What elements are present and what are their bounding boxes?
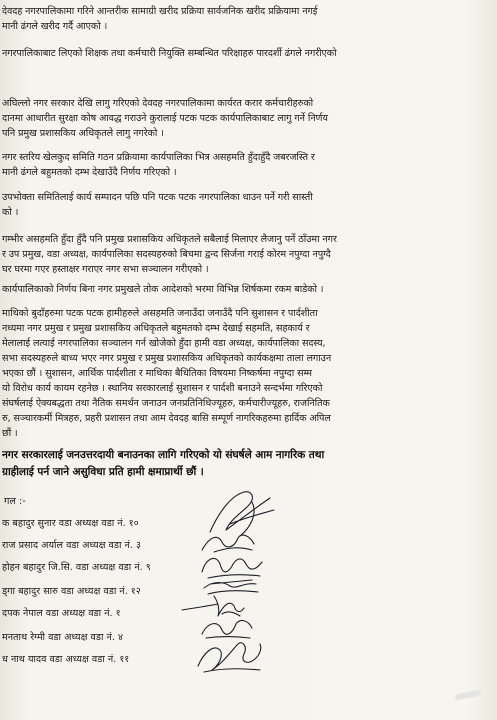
paragraph-6 (2, 232, 483, 277)
paper-mark (455, 689, 482, 700)
signature-7 (190, 636, 266, 676)
text-line: उपभोक्ता समितिलाई कार्य सम्पादन पछि पनि पटक पटक नगरपालिका धाउन पर्ने गरी सास्ती (2, 192, 313, 203)
apology-statement (2, 447, 483, 481)
signatory-7: ध नाथ यादव वडा अध्यक्ष वडा नं. ११ (2, 654, 130, 665)
text-line: अघिल्लो नगर सरकार देखि लागु गरिएको देवदह नगरपालिकामा कार्यरत करार कर्मचारीहरुको (2, 98, 314, 109)
text-line: माथिको बुदाँहरुमा पटक पटक हामीहरुले असहमति जनाउँदा जनाउँदै पनि सुशासन र पार्दशीता (2, 308, 318, 319)
text-line: दानमा आधारीत सुरक्षा कोष आवद्ध गराउने कुरालाई पटक पटक कार्यपालिकाबाट लागु गर्ने निर्णय (2, 113, 328, 124)
paragraph-8 (2, 306, 483, 441)
text-line: देवदह नगरपालिकामा गरिने आन्तरीक सामाग्री खरीद प्रक्रिया सार्वजनिक खरीद प्रक्रियामा नगई (2, 6, 318, 17)
paragraph-7 (2, 282, 483, 297)
paragraph-2 (2, 46, 483, 61)
text-line: मानी ढंगले बहुमतको दम्भ देखाउँदै निर्णय गरिएको । (2, 167, 177, 178)
paragraph-3 (2, 96, 483, 141)
signatory-3: होहन बहादुर जि.सि. वडा अध्यक्ष वडा नं. ९ (2, 562, 151, 573)
text-line: रु, सञ्चारकर्मी मित्रहरु, प्रहरी प्रशासन तथा आम देवदह बासि सम्पूर्ण नागरिकहरुमा हार्दिक अपिल (2, 413, 331, 424)
text-line: नगर स्तरिय खेलकुद समिति गठन प्रक्रियामा कार्यपालिका भित्र असहमति हुँदाहुँदै जबरजस्ति र (2, 152, 315, 163)
signatory-5: दपक नेपाल वडा अध्यक्ष वडा नं. १ (2, 608, 121, 619)
text-line: संघर्षलाई ऐक्यबद्धता तथा नैतिक समर्थन जनाउन जनप्रतिनिधिज्यूहरु, कर्मचारीज्यूहरु, राजनितिक (2, 398, 330, 409)
text-line: र उप प्रमुख, वडा अध्यक्ष, कार्यपालिका सदस्यहरुको बिचमा द्वन्द सिर्जना गराई कोरम नपुग्दा नपुग्दै (2, 249, 331, 260)
text-line: कार्यपालिकाको निर्णय बिना नगर प्रमुखले तोक आदेशको भरमा विभिन्न शिर्षकमा रकम बाडेको । (2, 284, 324, 295)
signatory-4: ड्गा बहादुर सारु वडा अध्यक्ष वडा नं. १२ (2, 586, 141, 597)
paragraph-5 (2, 190, 483, 220)
text-line: नध्यमा नगर प्रमुख र प्रमुख प्रशासकिय अधिकृतले बहुमतको दम्भ देखाई सहमति, सहकार्य र (2, 323, 310, 334)
signatory-2: राज प्रसाद अर्याल वडा अध्यक्ष वडा नं. ३ (2, 540, 141, 551)
paragraph-4 (2, 150, 483, 180)
text-line: गम्भीर असहमति हुँदा हुँदै पनि प्रमुख प्रशासकिय अधिकृतले सबैलाई मिलाएर लैजानु पर्ने ठाँउमा नगर (2, 234, 337, 245)
text-line: घर घरमा गएर हस्ताक्षर गराएर नगर सभा सञ्चालन गरीएको । (2, 264, 209, 275)
text-line: मेलालाई लत्याई नगरपालिका सञ्चालन गर्न खोजेको हुँदा हामी वडा अध्यक्ष, कार्यपालिका सदस्य, (2, 338, 326, 349)
text-line: नगर सरकारलाई जनउत्तरदायी बनाउनका लागि गरिएको यो संघर्षले आम नागरिक तथा (2, 449, 325, 461)
text-line: भएका छौं । सुशासन, आर्थिक पार्दशीता र माथिका बैधितिका विषयमा निष्कर्षमा नपुग्दा सम्म (2, 368, 312, 379)
text-line: यो विरोध कार्य कायम रहनेछ । स्थानिय सरकारलाई सुशासन र पार्दशी बनाउने सन्दर्भमा गरिएको (2, 383, 323, 394)
closing-label: गल :- (4, 496, 26, 507)
text-line: ग्राहीलाई पर्न जाने असुविधा प्रति हामी क्षमाप्रार्थी छौं । (2, 466, 204, 478)
signatory-6: मनताथ रेग्मी वडा अध्यक्ष वडा नं. ४ (2, 632, 123, 643)
paragraph-1 (2, 4, 483, 34)
text-line: छौं । (2, 428, 18, 439)
text-line: पनि प्रमुख प्रशासकिय अधिकृतले लागु नगरेको । (2, 128, 164, 139)
text-line: मानी ढंगले खरीद गर्दै आएको । (2, 21, 108, 32)
signatory-1: क बहादुर सुनार वडा अध्यक्ष वडा नं. १० (2, 518, 139, 529)
text-line: को । (2, 207, 19, 218)
text-line: सभा सदस्यहरुले बाध्य भएर नगर प्रमुख र प्रमुख प्रशासकिय अधिकृतको कार्यकक्षमा ताला लगाउन (2, 353, 332, 364)
text-line: नगरपालिकाबाट लिएको शिक्षक तथा कर्मचारी नियुक्ति सम्बन्धित परिक्षाहरु पारदर्शी ढंगले नगरीएको (2, 48, 337, 59)
